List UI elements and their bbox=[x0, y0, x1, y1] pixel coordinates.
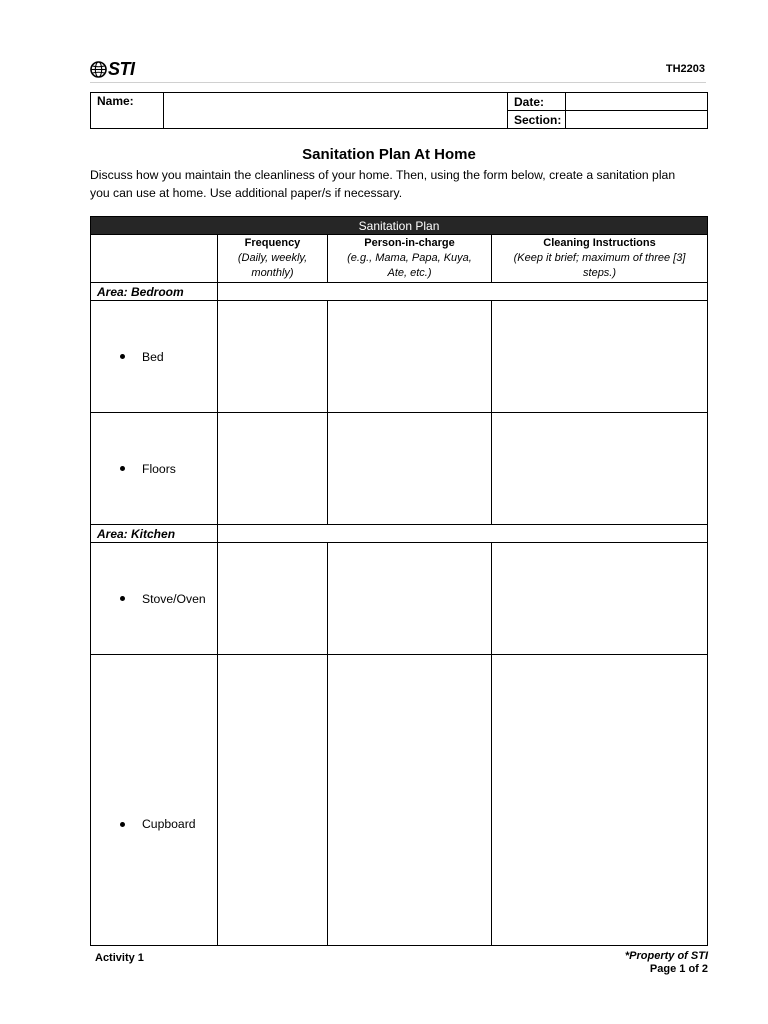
instructions-input-bed[interactable] bbox=[492, 301, 708, 413]
item-cell-floors bbox=[91, 413, 218, 525]
person-input-bed[interactable] bbox=[328, 301, 492, 413]
bullet-icon bbox=[120, 596, 125, 601]
table-row bbox=[91, 413, 708, 525]
instructions-input-cupboard[interactable] bbox=[492, 655, 708, 946]
table-row bbox=[91, 543, 708, 655]
item-column-header bbox=[91, 235, 218, 283]
document-code: TH2203 bbox=[665, 63, 705, 75]
logo-text: STI bbox=[108, 58, 135, 79]
column-header-person-in-charge: Person-in-charge (e.g., Mama, Papa, Kuya, Ate, etc.) bbox=[328, 235, 492, 283]
person-input-floors[interactable] bbox=[328, 413, 492, 525]
area-label-bedroom: Area: Bedroom bbox=[91, 283, 218, 301]
item-cell-stove-oven bbox=[91, 543, 218, 655]
footer-info bbox=[625, 950, 708, 976]
frequency-input-stove-oven[interactable] bbox=[218, 543, 328, 655]
area-label-kitchen: Area: Kitchen bbox=[91, 525, 218, 543]
item-label: Floors bbox=[142, 461, 176, 476]
section-label: Section: bbox=[508, 111, 566, 129]
table-row bbox=[91, 655, 708, 946]
area-row-filler bbox=[218, 283, 708, 301]
instructions bbox=[90, 166, 700, 202]
sanitation-plan-table bbox=[90, 216, 708, 946]
instructions-line-2: you can use at home. Use additional paper/s if necessary. bbox=[90, 186, 403, 200]
table-row bbox=[91, 301, 708, 413]
frequency-input-bed[interactable] bbox=[218, 301, 328, 413]
column-header-cleaning-instructions: Cleaning Instructions (Keep it brief; maximum of three [3] steps.) bbox=[492, 235, 708, 283]
name-label: Name: bbox=[91, 93, 164, 129]
student-info-table bbox=[90, 92, 708, 129]
table-title-bar: Sanitation Plan bbox=[91, 217, 708, 235]
item-cell-cupboard bbox=[91, 655, 218, 946]
globe-icon bbox=[90, 61, 107, 78]
date-label: Date: bbox=[508, 93, 566, 111]
frequency-input-floors[interactable] bbox=[218, 413, 328, 525]
bullet-icon bbox=[120, 354, 125, 359]
section-field[interactable] bbox=[566, 111, 708, 129]
instructions-line-1: Discuss how you maintain the cleanliness of your home. Then, using the form below, create a sanitation plan bbox=[90, 168, 676, 182]
date-field[interactable] bbox=[566, 93, 708, 111]
bullet-icon bbox=[120, 466, 125, 471]
page-title: Sanitation Plan At Home bbox=[302, 146, 476, 163]
instructions-input-stove-oven[interactable] bbox=[492, 543, 708, 655]
name-field[interactable] bbox=[164, 93, 508, 129]
item-label: Cupboard bbox=[142, 817, 196, 831]
frequency-input-cupboard[interactable] bbox=[218, 655, 328, 946]
area-row-filler bbox=[218, 525, 708, 543]
item-label: Stove/Oven bbox=[142, 591, 206, 606]
footer-page-number: Page 1 of 2 bbox=[649, 963, 708, 975]
header-divider bbox=[90, 82, 706, 83]
item-cell-bed bbox=[91, 301, 218, 413]
column-header-frequency: Frequency (Daily, weekly, monthly) bbox=[218, 235, 328, 283]
instructions-input-floors[interactable] bbox=[492, 413, 708, 525]
item-label: Bed bbox=[142, 349, 164, 364]
person-input-stove-oven[interactable] bbox=[328, 543, 492, 655]
person-input-cupboard[interactable] bbox=[328, 655, 492, 946]
bullet-icon bbox=[120, 822, 125, 827]
footer-activity: Activity 1 bbox=[95, 952, 144, 964]
sti-logo bbox=[90, 58, 135, 80]
footer-property: *Property of STI bbox=[624, 950, 708, 962]
